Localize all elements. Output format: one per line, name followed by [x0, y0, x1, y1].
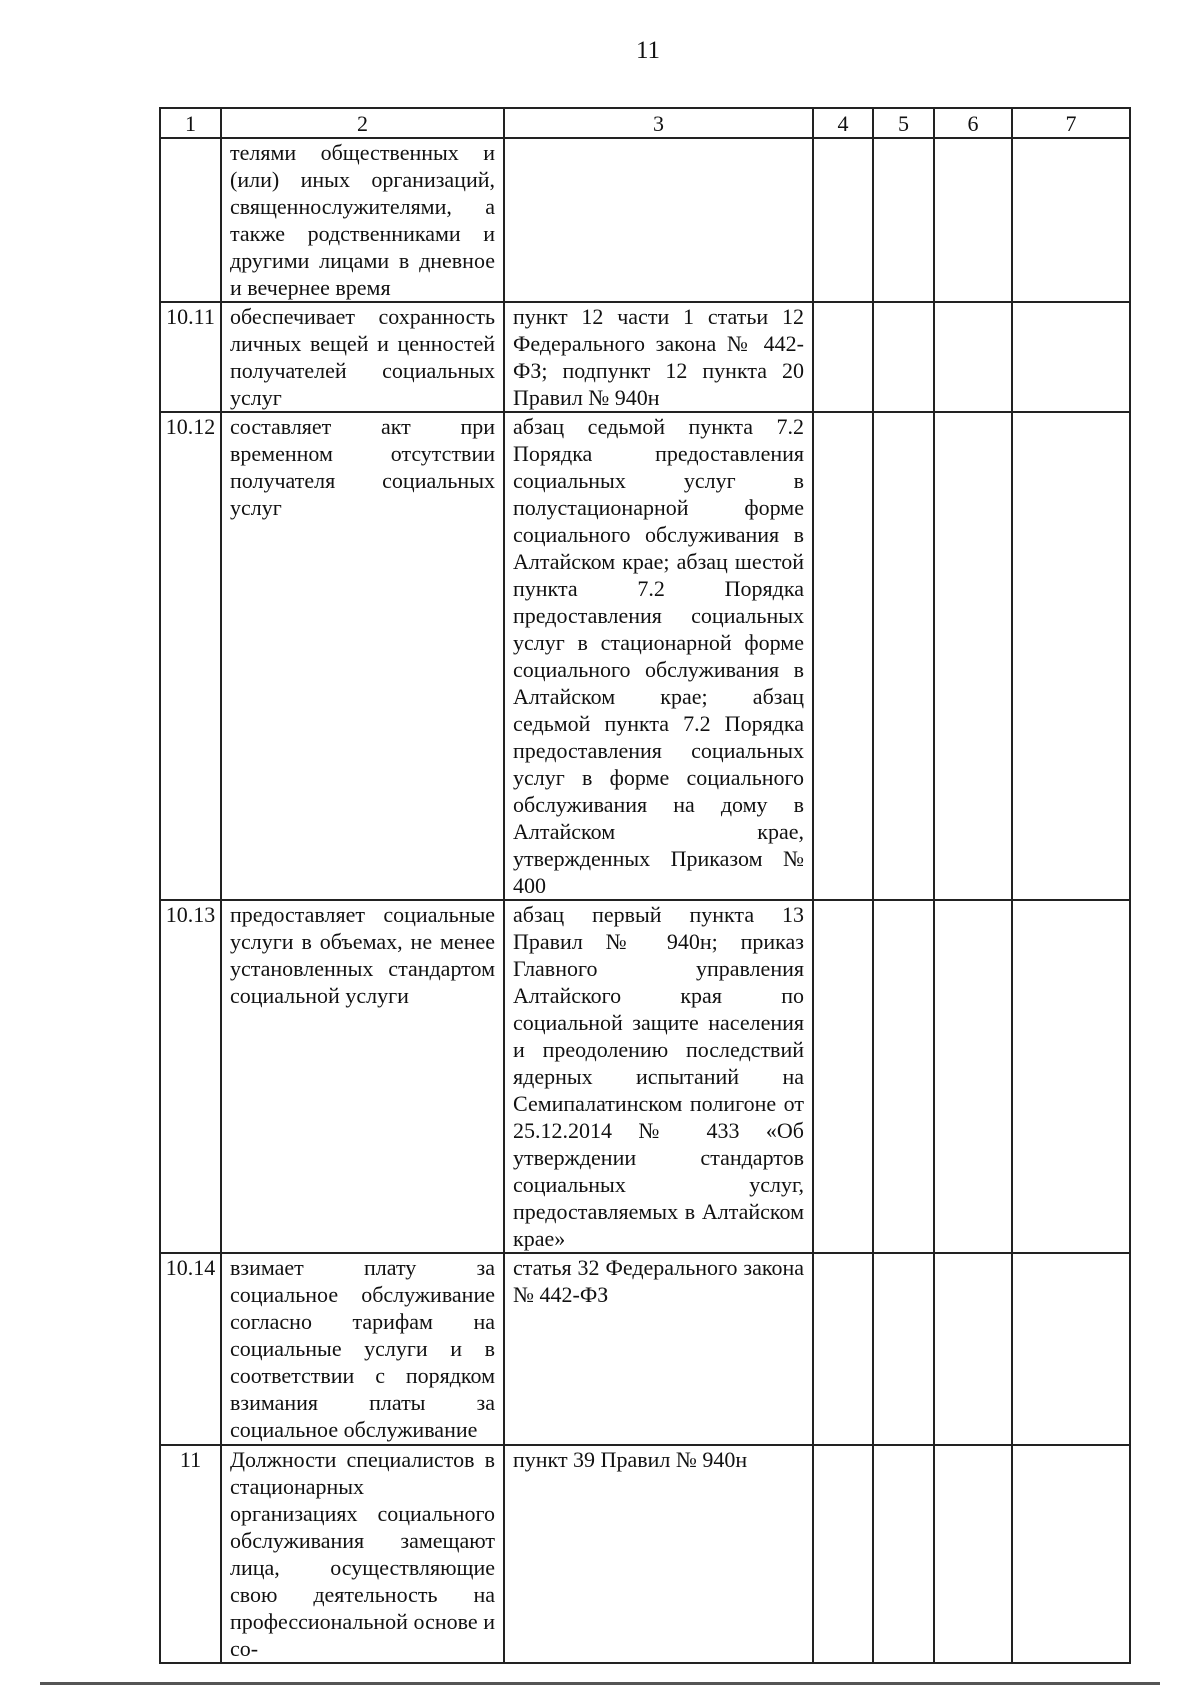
empty-cell [873, 412, 934, 900]
row-legal-basis: абзац седьмой пункта 7.2 Порядка предоставления социальных услуг в полустационарной форме социального обслуживания в Алтайском крае; абзац шестой пункта 7.2 Порядка предоставления социальных услуг в стационарной форме социального обслуживания в Алтайском крае; абзац седьмой пункта 7.2 Порядка предоставления социальных услуг в форме социального обслуживания на дому в Алтайском крае, утвержденных Приказом № 400 [504, 412, 813, 900]
row-description: обеспечивает сохранность личных вещей и ценностей получателей социальных услуг [221, 302, 504, 412]
empty-cell [873, 1445, 934, 1663]
empty-cell [873, 302, 934, 412]
column-header: 2 [221, 108, 504, 138]
row-description: Должности специалистов в стационарных организациях социального обслуживания замещают лица, осуществляющие свою деятельность на профессиональной основе и со- [221, 1445, 504, 1663]
table-row [160, 138, 1130, 302]
empty-cell [934, 302, 1012, 412]
column-header: 3 [504, 108, 813, 138]
row-number [160, 138, 221, 302]
empty-cell [813, 1253, 873, 1445]
empty-cell [813, 900, 873, 1253]
column-header: 7 [1012, 108, 1130, 138]
column-header: 6 [934, 108, 1012, 138]
empty-cell [934, 1445, 1012, 1663]
table-row [160, 412, 1130, 900]
table-row [160, 1253, 1130, 1445]
table-row [160, 900, 1130, 1253]
empty-cell [873, 900, 934, 1253]
row-number: 11 [160, 1445, 221, 1663]
row-legal-basis [504, 138, 813, 302]
table-row [160, 302, 1130, 412]
table-header-row [160, 108, 1130, 138]
row-description: составляет акт при временном отсутствии получателя социальных услуг [221, 412, 504, 900]
requirements-table [159, 107, 1131, 1664]
table-row [160, 1445, 1130, 1663]
row-description: взимает плату за социальное обслуживание согласно тарифам на социальные услуги и в соответствии с порядком взимания платы за социальное обслуживание [221, 1253, 504, 1445]
empty-cell [934, 900, 1012, 1253]
empty-cell [1012, 1253, 1130, 1445]
page-number: 11 [635, 37, 661, 64]
empty-cell [1012, 1445, 1130, 1663]
row-number: 10.12 [160, 412, 221, 900]
empty-cell [873, 1253, 934, 1445]
empty-cell [934, 138, 1012, 302]
empty-cell [934, 1253, 1012, 1445]
row-description: телями общественных и (или) иных организаций, священнослужителями, а также родственниками и другими лицами в дневное и вечернее время [221, 138, 504, 302]
empty-cell [1012, 138, 1130, 302]
empty-cell [934, 412, 1012, 900]
empty-cell [813, 138, 873, 302]
row-number: 10.13 [160, 900, 221, 1253]
row-legal-basis: пункт 39 Правил № 940н [504, 1445, 813, 1663]
row-legal-basis: статья 32 Федерального закона № 442-ФЗ [504, 1253, 813, 1445]
column-header: 1 [160, 108, 221, 138]
row-legal-basis: абзац первый пункта 13 Правил № 940н; приказ Главного управления Алтайского края по социальной защите населения и преодолению последствий ядерных испытаний на Семипалатинском полигоне от 25.12.2014 № 433 «Об утверждении стандартов социальных услуг, предоставляемых в Алтайском крае» [504, 900, 813, 1253]
empty-cell [813, 302, 873, 412]
empty-cell [1012, 412, 1130, 900]
scan-bottom-rule [40, 1682, 1160, 1685]
column-header: 5 [873, 108, 934, 138]
row-number: 10.11 [160, 302, 221, 412]
empty-cell [873, 138, 934, 302]
row-description: предоставляет социальные услуги в объемах, не менее установленных стандартом социальной услуги [221, 900, 504, 1253]
empty-cell [1012, 302, 1130, 412]
empty-cell [1012, 900, 1130, 1253]
row-legal-basis: пункт 12 части 1 статьи 12 Федерального закона № 442-ФЗ; подпункт 12 пункта 20 Правил № 940н [504, 302, 813, 412]
row-number: 10.14 [160, 1253, 221, 1445]
empty-cell [813, 412, 873, 900]
column-header: 4 [813, 108, 873, 138]
empty-cell [813, 1445, 873, 1663]
